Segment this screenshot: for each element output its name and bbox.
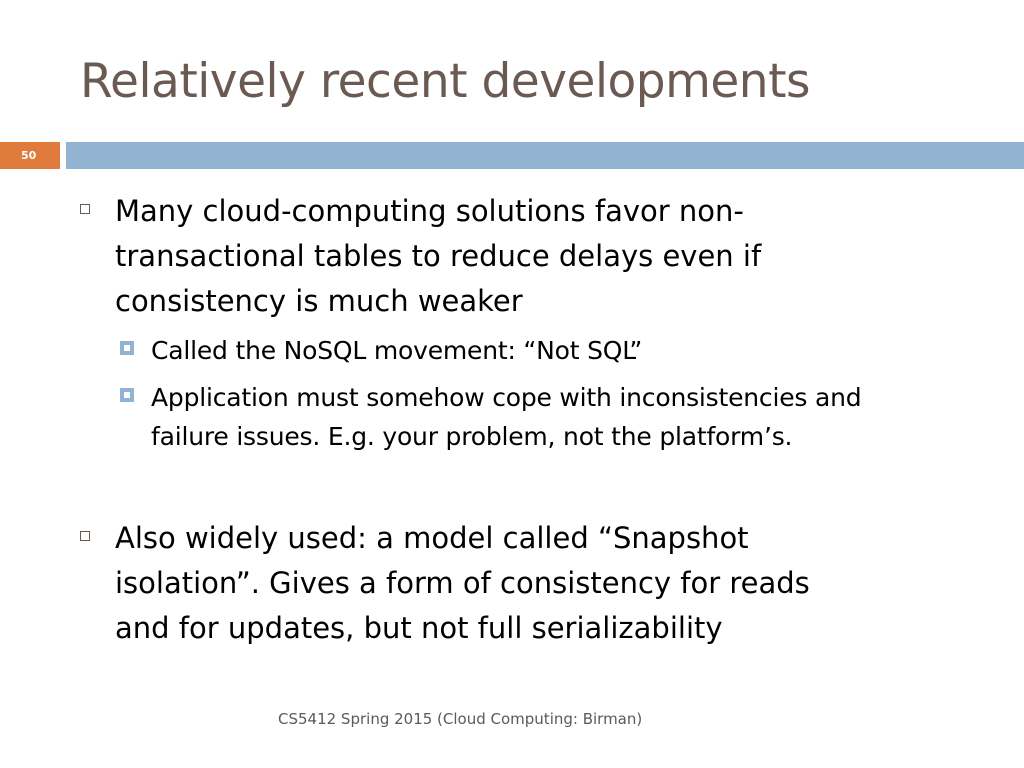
hollow-square-bullet-icon: [80, 204, 90, 214]
accent-bar: [66, 142, 1024, 169]
hollow-square-bullet-icon: [80, 531, 90, 541]
bullet-item: [80, 516, 980, 651]
sub-bullet-item: [120, 378, 990, 456]
bullet-item: [80, 189, 980, 324]
bullet-text: Many cloud-computing solutions favor non- transactional tables to reduce delays even if consistency is much weaker: [115, 194, 762, 318]
slide-title: Relatively recent developments: [80, 54, 811, 109]
sub-bullet-item: [120, 331, 990, 370]
sub-bullet-text: Called the NoSQL movement: “Not SQL”: [151, 336, 643, 365]
square-bullet-icon: [120, 341, 134, 355]
bullet-text: Also widely used: a model called “Snapshot isolation”. Gives a form of consistency for reads and for updates, but not full serializability: [115, 521, 810, 645]
square-bullet-icon: [120, 388, 134, 402]
sub-bullet-text: Application must somehow cope with inconsistencies and failure issues. E.g. your problem, not the platform’s.: [151, 383, 862, 451]
slide-footer: CS5412 Spring 2015 (Cloud Computing: Birman): [278, 710, 643, 728]
slide-number: 50: [0, 142, 60, 169]
